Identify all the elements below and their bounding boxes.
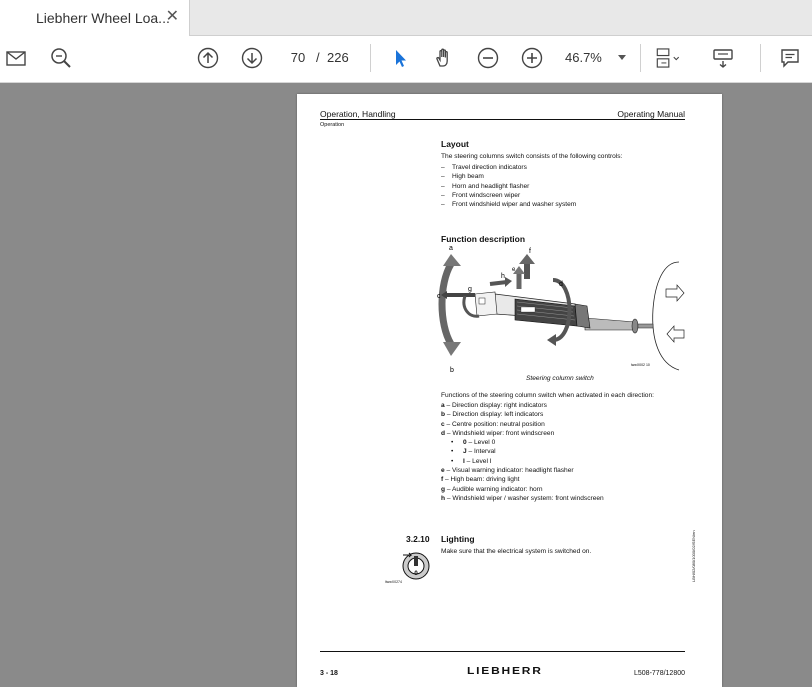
tab-bar [0, 0, 812, 36]
list-item: g – Audible warning indicator: horn [441, 485, 543, 493]
toolbar-divider [370, 44, 371, 72]
tab-title: Liebherr Wheel Loa... [36, 10, 170, 26]
header-rule [320, 119, 685, 120]
list-item: a – Direction display: right indicators [441, 402, 547, 409]
illustration-code: lwwX002 10 [631, 363, 650, 367]
label-a: a [449, 245, 453, 252]
svg-text:0: 0 [414, 571, 418, 577]
section-text: Make sure that the electrical system is switched on. [441, 548, 592, 555]
list-item: – Travel direction indicators [441, 164, 527, 171]
list-item: • J – Interval [451, 448, 496, 456]
label-b: b [450, 367, 454, 374]
mail-icon[interactable] [2, 44, 30, 72]
list-item: d – Windshield wiper: front windscreen [441, 429, 555, 437]
zoom-out-icon[interactable] [474, 44, 502, 72]
close-tab-icon[interactable]: ✕ [165, 8, 179, 25]
layout-heading: Layout [441, 139, 469, 149]
section-number: 3.2.10 [406, 534, 430, 544]
list-item: b – Direction display: left indicators [441, 411, 544, 419]
list-item: • I – Level I [451, 457, 492, 465]
layout-list [441, 163, 576, 209]
list-item: • 0 – Level 0 [451, 439, 496, 447]
list-item: f – High beam: driving light [441, 476, 520, 484]
function-intro: Functions of the steering column switch when activated in each direction: [441, 392, 654, 399]
label-h: h [501, 273, 505, 280]
page-footer-code: L508-778/12800 [634, 670, 685, 677]
select-cursor-icon[interactable] [386, 44, 414, 72]
label-f: f [529, 248, 531, 255]
rotate-icon[interactable] [709, 44, 737, 72]
search-zoom-icon[interactable] [47, 44, 75, 72]
ignition-switch-icon [401, 551, 431, 581]
zoom-select[interactable]: 46.7% [565, 50, 602, 65]
list-item: – Horn and headlight flasher [441, 182, 530, 190]
layout-intro: The steering columns switch consists of the following controls: [441, 153, 623, 160]
function-heading: Function description [441, 234, 526, 244]
fit-page-icon[interactable] [654, 44, 682, 72]
list-item: – Front windshield wiper and washer system [441, 201, 577, 209]
page-footer-number: 3 - 18 [320, 670, 338, 677]
steering-switch-illustration [435, 244, 685, 374]
page-number-input[interactable]: 70 [290, 50, 306, 65]
footer-rule [320, 651, 685, 652]
liebherr-logo: LIEBHERR [467, 666, 543, 677]
toolbar-divider [760, 44, 761, 72]
document-page [297, 94, 722, 687]
hand-icon[interactable] [430, 44, 458, 72]
comment-icon[interactable] [776, 44, 804, 72]
list-item: h – Windshield wiper / washer system: front windscreen [441, 494, 604, 502]
chevron-down-icon[interactable] [618, 55, 626, 60]
page-header-sub: Operation [320, 122, 345, 128]
toolbar-divider [640, 44, 641, 72]
document-tab[interactable] [0, 0, 190, 36]
icon-code: ltwwX0274 [385, 580, 402, 584]
page-header-left: Operation, Handling [320, 109, 396, 119]
list-item: – Front windscreen wiper [441, 191, 521, 199]
zoom-in-icon[interactable] [518, 44, 546, 72]
section-title: Lighting [441, 534, 475, 544]
list-item: c – Centre position: neutral position [441, 420, 545, 428]
list-item: – High beam [441, 173, 484, 181]
side-code: LBH/02/080/1000/02/SEN/en [691, 530, 696, 582]
label-d: d [559, 281, 563, 288]
function-list [441, 401, 604, 503]
label-e: e [512, 267, 516, 273]
label-g: g [468, 286, 472, 293]
label-c: c [437, 293, 441, 300]
page-up-icon[interactable] [194, 44, 222, 72]
page-separator: / [316, 50, 320, 65]
page-total: 226 [327, 50, 349, 65]
list-item: e – Visual warning indicator: headlight flasher [441, 467, 574, 475]
figure-caption: Steering column switch [526, 375, 594, 382]
page-header-right: Operating Manual [617, 109, 685, 119]
page-down-icon[interactable] [238, 44, 266, 72]
